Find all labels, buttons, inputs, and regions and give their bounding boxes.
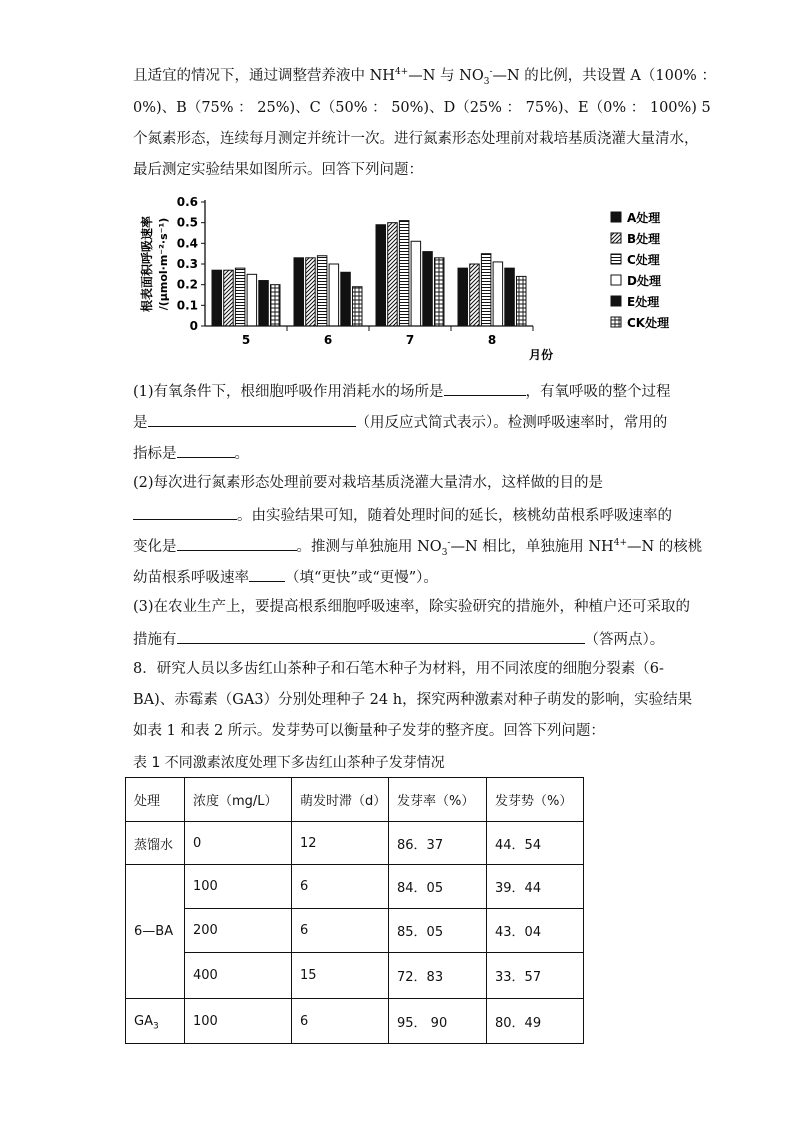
y-ticks <box>177 195 205 333</box>
subscript: 3 <box>483 76 490 87</box>
subscript: 3 <box>152 1021 159 1032</box>
table-cell-lag: 12 <box>292 822 389 865</box>
bar <box>329 264 339 326</box>
superscript: - <box>489 67 493 78</box>
answer-blank-1[interactable] <box>444 380 526 396</box>
answer-blank-5[interactable] <box>177 535 297 551</box>
intro-text: —N 的比例，共设置 A（100% ： <box>492 68 716 84</box>
table-cell-lag: 6 <box>292 865 389 909</box>
x-tick-label: 5 <box>241 333 251 347</box>
x-ticks <box>242 326 533 347</box>
answer-blank-2[interactable] <box>148 411 356 427</box>
table-header-cell: 发芽势（%） <box>487 778 584 822</box>
table-header-cell: 处理 <box>126 778 185 822</box>
question-text: 。由实验结果可知，随着处理时间的延长，核桃幼苗根系呼吸速率的 <box>237 508 672 524</box>
table-cell-concentration: 100 <box>185 999 292 1044</box>
table-cell-concentration: 400 <box>185 953 292 999</box>
answer-blank-3[interactable] <box>177 442 235 458</box>
bar <box>224 270 234 326</box>
answer-blank-6[interactable] <box>249 566 285 582</box>
bar <box>294 258 304 326</box>
bar <box>271 285 281 326</box>
intro-text: 且适宜的情况下，通过调整营养液中 NH <box>133 68 395 84</box>
question-1-line-2 <box>133 411 667 433</box>
legend-label: E处理 <box>627 295 660 309</box>
bar <box>353 287 363 326</box>
question-text: —N 的核桃 <box>627 539 703 555</box>
table-header-cell: 发芽率（%） <box>389 778 487 822</box>
table-cell-lag: 6 <box>292 909 389 953</box>
x-tick-label: 7 <box>405 333 415 347</box>
y-axis-label-line-2: /(μmol·m⁻²·s⁻¹) <box>157 217 170 311</box>
table-cell-concentration: 100 <box>185 865 292 909</box>
question-text: （用反应式简式表示）。检测呼吸速率时，常用的 <box>355 415 668 431</box>
table-cell-concentration: 200 <box>185 909 292 953</box>
intro-line-2: 0%)、B（75% ： 25%)、C（50% ： 50%)、D（25% ： 75%)、E（0% ： 100%) 5 <box>133 100 711 116</box>
bar <box>435 258 445 326</box>
table-cell-vigor: 43．04 <box>487 909 584 953</box>
table-cell-rate: 86．37 <box>389 822 487 865</box>
legend-label: B处理 <box>627 232 661 246</box>
question-3-line-2 <box>133 628 664 650</box>
x-tick-label: 8 <box>487 333 497 347</box>
question-1-line-3 <box>133 442 249 464</box>
question-text: (1)有氧条件下，根细胞呼吸作用消耗水的场所是 <box>133 384 444 400</box>
superscript: 4+ <box>613 538 627 549</box>
question-text: —N 相比，单独施用 NH <box>450 539 614 555</box>
answer-blank-4[interactable] <box>133 504 237 520</box>
table-cell-treatment: 6—BA <box>126 865 185 999</box>
table-row <box>126 953 584 999</box>
question-text: ，有氧呼吸的整个过程 <box>525 384 671 400</box>
table-row <box>126 909 584 953</box>
question-2-line-4 <box>133 566 438 588</box>
question-text: （填“更快”或“更慢”）。 <box>285 570 438 586</box>
table-cell-rate: 84．05 <box>389 865 487 909</box>
y-axis-label-line-1: 根表面积呼吸速率 <box>140 215 154 313</box>
table-header-cell: 浓度（mg/L） <box>185 778 292 822</box>
question-8-line-1: 8．研究人员以多齿红山茶种子和石笔木种子为材料，用不同浓度的细胞分裂素（6- <box>133 661 664 677</box>
question-text: 指标是 <box>133 446 177 462</box>
y-tick-label: 0.3 <box>176 257 198 271</box>
y-tick-label: 0.2 <box>176 277 198 292</box>
question-2-line-2 <box>133 504 672 526</box>
question-2-line-1: (2)每次进行氮素形态处理前要对栽培基质浇灌大量清水，这样做的目的是 <box>133 475 604 491</box>
table-cell-rate: 85．05 <box>389 909 487 953</box>
legend-label: D处理 <box>627 274 661 288</box>
legend-swatch <box>611 317 621 327</box>
bar <box>493 262 503 326</box>
bar <box>376 225 386 326</box>
question-8-line-2: BA)、赤霉素（GA3）分别处理种子 24 h，探究两种激素对种子萌发的影响，实验结果 <box>133 692 693 708</box>
question-text: 。 <box>234 446 249 462</box>
bar <box>259 281 269 326</box>
legend-swatch <box>611 296 621 306</box>
bar <box>423 252 433 326</box>
intro-line-3: 个氮素形态，连续每月测定并统计一次。进行氮素形态处理前对栽培基质浇灌大量清水， <box>133 131 699 147</box>
bar <box>458 268 468 326</box>
legend-swatch <box>611 233 621 243</box>
intro-line-1 <box>133 66 716 86</box>
bar <box>247 274 257 326</box>
y-tick-label: 0.6 <box>176 195 198 209</box>
bar <box>411 241 421 326</box>
y-tick-label: 0.4 <box>176 236 198 251</box>
table-row <box>126 999 584 1044</box>
table-cell-treatment: 蒸馏水 <box>126 822 185 865</box>
superscript: - <box>447 538 451 549</box>
respiration-bar-chart <box>133 190 693 362</box>
intro-line-4: 最后测定实验结果如图所示。回答下列问题： <box>133 162 423 178</box>
x-tick-label: 6 <box>323 333 333 347</box>
bar <box>399 221 409 326</box>
question-text: 措施有 <box>133 632 177 648</box>
intro-text: —N 与 NO <box>408 68 484 84</box>
legend-label: C处理 <box>627 253 660 267</box>
question-text: 。推测与单独施用 NO <box>296 539 442 555</box>
table-cell-rate: 72．83 <box>389 953 487 999</box>
bar <box>388 223 398 326</box>
table-row <box>126 865 584 909</box>
legend-swatch <box>611 254 621 264</box>
question-text: 变化是 <box>133 539 177 555</box>
bars <box>212 221 526 326</box>
table-header-row <box>126 778 584 822</box>
table-cell-concentration: 0 <box>185 822 292 865</box>
table-cell-vigor: 39．44 <box>487 865 584 909</box>
legend-label: CK处理 <box>627 316 670 330</box>
bar <box>341 272 351 326</box>
legend-swatch <box>611 275 621 285</box>
superscript: 4+ <box>394 67 409 78</box>
table-cell-treatment <box>126 999 185 1044</box>
table-cell-vigor: 33．57 <box>487 953 584 999</box>
y-tick-label: 0 <box>189 319 198 333</box>
question-1-line-1 <box>133 380 671 402</box>
question-text: 幼苗根系呼吸速率 <box>133 570 249 586</box>
table-cell-rate: 95． 90 <box>389 999 487 1044</box>
y-tick-label: 0.5 <box>176 215 198 230</box>
question-3-line-1: (3)在农业生产上，要提高根系细胞呼吸速率，除实验研究的措施外，种植户还可采取的 <box>133 599 691 615</box>
y-axis-label <box>139 216 170 312</box>
question-2-line-3 <box>133 535 702 557</box>
y-tick-label: 0.1 <box>176 298 198 313</box>
bar <box>470 264 480 326</box>
table-row <box>126 822 584 865</box>
question-text: 是 <box>133 415 148 431</box>
table-cell-vigor: 80．49 <box>487 999 584 1044</box>
bar <box>212 270 222 326</box>
question-text: （答两点）。 <box>584 632 665 648</box>
answer-blank-7[interactable] <box>177 628 585 644</box>
bar <box>306 258 316 326</box>
x-axis-label: 月份 <box>529 348 554 362</box>
bar <box>517 276 527 326</box>
bar <box>481 254 491 326</box>
table-cell-lag: 6 <box>292 999 389 1044</box>
legend <box>611 210 670 330</box>
table-cell-lag: 15 <box>292 953 389 999</box>
germination-table <box>125 777 584 1044</box>
table-caption: 表 1 不同激素浓度处理下多齿红山茶种子发芽情况 <box>133 755 445 771</box>
legend-swatch <box>611 212 621 222</box>
treatment-text: GA <box>134 1013 153 1029</box>
subscript: 3 <box>441 547 448 558</box>
legend-label: A处理 <box>627 211 661 225</box>
table-cell-vigor: 44．54 <box>487 822 584 865</box>
question-8-line-3: 如表 1 和表 2 所示。发芽势可以衡量种子发芽的整齐度。回答下列问题： <box>133 723 605 739</box>
bar <box>317 256 327 326</box>
table-header-cell: 萌发时滞（d） <box>292 778 389 822</box>
bar <box>235 268 245 326</box>
bar <box>505 268 515 326</box>
